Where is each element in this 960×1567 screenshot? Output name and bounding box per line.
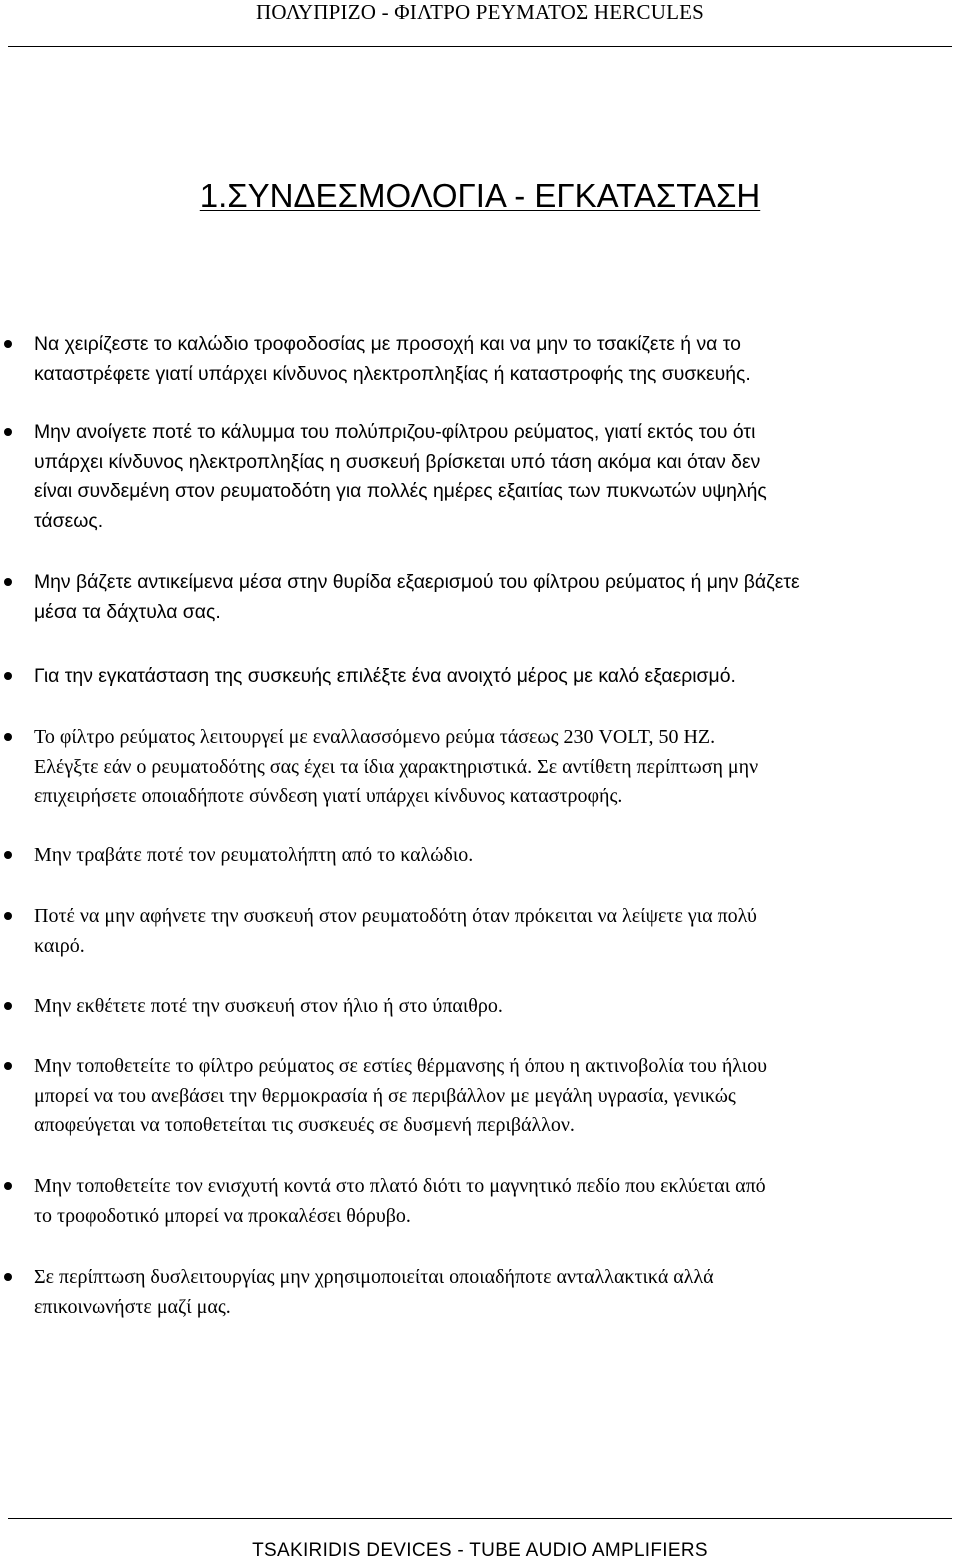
bullet-icon	[4, 1273, 12, 1281]
bullet-icon	[4, 733, 12, 741]
header-divider	[8, 46, 952, 47]
list-item-text: Μην εκθέτετε ποτέ την συσκευή στον ήλιο ή στο ύπαιθρο.	[34, 995, 503, 1017]
bullet-icon	[4, 578, 12, 586]
bullet-icon	[4, 428, 12, 436]
list-item-text: Το φίλτρο ρεύματος λειτουργεί με εναλλασσόμενο ρεύμα τάσεως 230 VOLT, 50 HZ. Ελέγξτε εάν ο ρευματοδότης σας έχει τα ίδια χαρακτηριστικά. Σε αντίθετη περίπτωση μην επιχειρήσετε οποιαδήποτε σύνδεση γιατί υπάρχει κίνδυνος καταστροφής.	[34, 726, 759, 807]
list-item-text: Σε περίπτωση δυσλειτουργίας μην χρησιμοποιείται οποιαδήποτε ανταλλακτικά αλλά επικοινωνήστε μαζί μας.	[34, 1266, 714, 1318]
list-item-text: Μην τραβάτε ποτέ τον ρευματολήπτη από το καλώδιο.	[34, 844, 474, 866]
list-item-text: Ποτέ να μην αφήνετε την συσκευή στον ρευματοδότη όταν πρόκειται να λείψετε για πολύ καιρό.	[34, 905, 757, 957]
list-item-text: Μην ανοίγετε ποτέ το κάλυμμα του πολύπριζου-φίλτρου ρεύματος, γιατί εκτός του ότι υπάρχει κίνδυνος ηλεκτροπληξίας η συσκευή βρίσκεται υπό τάση ακόμα και όταν δεν είναι συνδεμένη στον ρευματοδότη για πολλές ημέρες εξαιτίας των πυκνωτών υψηλής τάσεως.	[34, 421, 767, 532]
bullet-icon	[4, 1062, 12, 1070]
bullet-icon	[4, 340, 12, 348]
list-item-text: Για την εγκατάσταση της συσκευής επιλέξτε ένα ανοιχτό μέρος με καλό εξαερισμό.	[34, 665, 736, 687]
bullet-icon	[4, 851, 12, 859]
bullet-icon	[4, 1182, 12, 1190]
bullet-icon	[4, 912, 12, 920]
document-footer: TSAKIRIDIS DEVICES - TUBE AUDIO AMPLIFIERS	[252, 1540, 708, 1561]
list-item-text: Μην τοποθετείτε το φίλτρο ρεύματος σε εστίες θέρμανσης ή όπου η ακτινοβολία του ήλιου μπορεί να του ανεβάσει την θερμοκρασία ή σε περιβάλλον με μεγάλη υγρασία, γενικώς αποφεύγεται να τοποθετείται τις συσκευές σε δυσμενή περιβάλλον.	[34, 1055, 768, 1136]
footer-divider	[8, 1518, 952, 1519]
section-heading: 1.ΣΥΝΔΕΣΜΟΛΟΓΙΑ - ΕΓΚΑΤΑΣΤΑΣΗ	[199, 177, 761, 214]
bullet-icon	[4, 672, 12, 680]
list-item-text: Μην βάζετε αντικείμενα μέσα στην θυρίδα εξαερισμού του φίλτρου ρεύματος ή μην βάζετε μέσα τα δάχτυλα σας.	[34, 571, 800, 623]
list-item-text: Να χειρίζεστε το καλώδιο τροφοδοσίας με προσοχή και να μην το τσακίζετε ή να το καταστρέφετε γιατί υπάρχει κίνδυνος ηλεκτροπληξίας ή καταστροφής της συσκευής.	[34, 333, 751, 385]
list-item-text: Μην τοποθετείτε τον ενισχυτή κοντά στο πλατό διότι το μαγνητικό πεδίο που εκλύεται από το τροφοδοτικό μπορεί να προκαλέσει θόρυβο.	[34, 1175, 766, 1227]
bullet-icon	[4, 1002, 12, 1010]
document-header-title: ΠΟΛΥΠΡΙΖΟ - ΦΙΛΤΡΟ ΡΕΥΜΑΤΟΣ HERCULES	[255, 0, 705, 24]
